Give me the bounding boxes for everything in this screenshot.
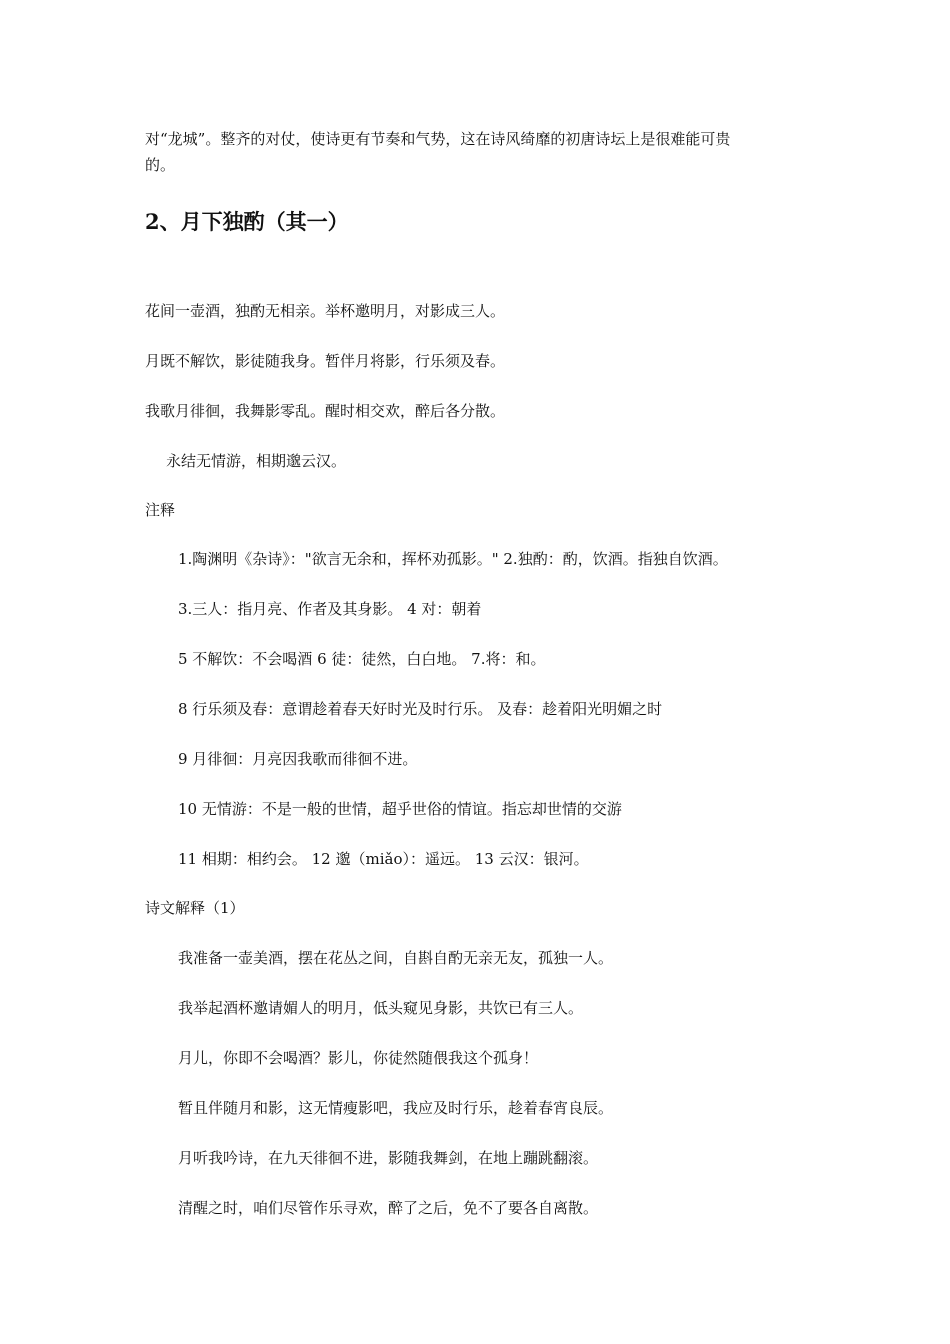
note-item: 8 行乐须及春：意谓趁着春天好时光及时行乐。 及春：趁着阳光明媚之时 xyxy=(178,700,663,718)
note-item: 11 相期：相约会。 12 邈（miǎo）：遥远。 13 云汉：银河。 xyxy=(178,850,589,868)
poem-line: 花间一壶酒，独酌无相亲。举杯邀明月，对影成三人。 xyxy=(145,302,506,320)
explanation-line: 月听我吟诗，在九天徘徊不进，影随我舞剑，在地上蹦跳翻滚。 xyxy=(178,1149,599,1167)
explanation-heading: 诗文解释（1） xyxy=(145,899,245,917)
note-item: 9 月徘徊：月亮因我歌而徘徊不进。 xyxy=(178,750,418,768)
explanation-line: 清醒之时，咱们尽管作乐寻欢，醉了之后，免不了要各自离散。 xyxy=(178,1199,599,1217)
explanation-line: 我举起酒杯邀请媚人的明月，低头窥见身影，共饮已有三人。 xyxy=(178,999,584,1017)
note-item: 3.三人：指月亮、作者及其身影。 4 对：朝着 xyxy=(178,600,482,618)
intro-paragraph xyxy=(145,126,815,178)
intro-line-2: 的。 xyxy=(145,156,176,174)
note-item: 1.陶渊明《杂诗》："欲言无余和，挥杯劝孤影。" 2.独酌：酌，饮酒。指独自饮酒。 xyxy=(178,550,728,568)
poem-line: 永结无情游，相期邈云汉。 xyxy=(166,452,347,470)
notes-heading: 注释 xyxy=(145,501,176,519)
explanation-line: 暂且伴随月和影，这无情瘦影吧，我应及时行乐，趁着春宵良辰。 xyxy=(178,1099,614,1117)
poem-line: 月既不解饮，影徒随我身。暂伴月将影，行乐须及春。 xyxy=(145,352,506,370)
note-item: 10 无情游：不是一般的世情，超乎世俗的情谊。指忘却世情的交游 xyxy=(178,800,622,818)
note-item: 5 不解饮：不会喝酒 6 徒：徒然，白白地。 7.将：和。 xyxy=(178,650,546,668)
explanation-line: 月儿，你即不会喝酒？影儿，你徒然随偎我这个孤身！ xyxy=(178,1049,539,1067)
explanation-line: 我准备一壶美酒，摆在花丛之间，自斟自酌无亲无友，孤独一人。 xyxy=(178,949,614,967)
poem-title: 2、月下独酌（其一） xyxy=(145,209,349,234)
poem-line: 我歌月徘徊，我舞影零乱。醒时相交欢，醉后各分散。 xyxy=(145,402,506,420)
intro-line-1: 对“龙城”。整齐的对仗，使诗更有节奏和气势，这在诗风绮靡的初唐诗坛上是很难能可贵 xyxy=(145,130,731,148)
